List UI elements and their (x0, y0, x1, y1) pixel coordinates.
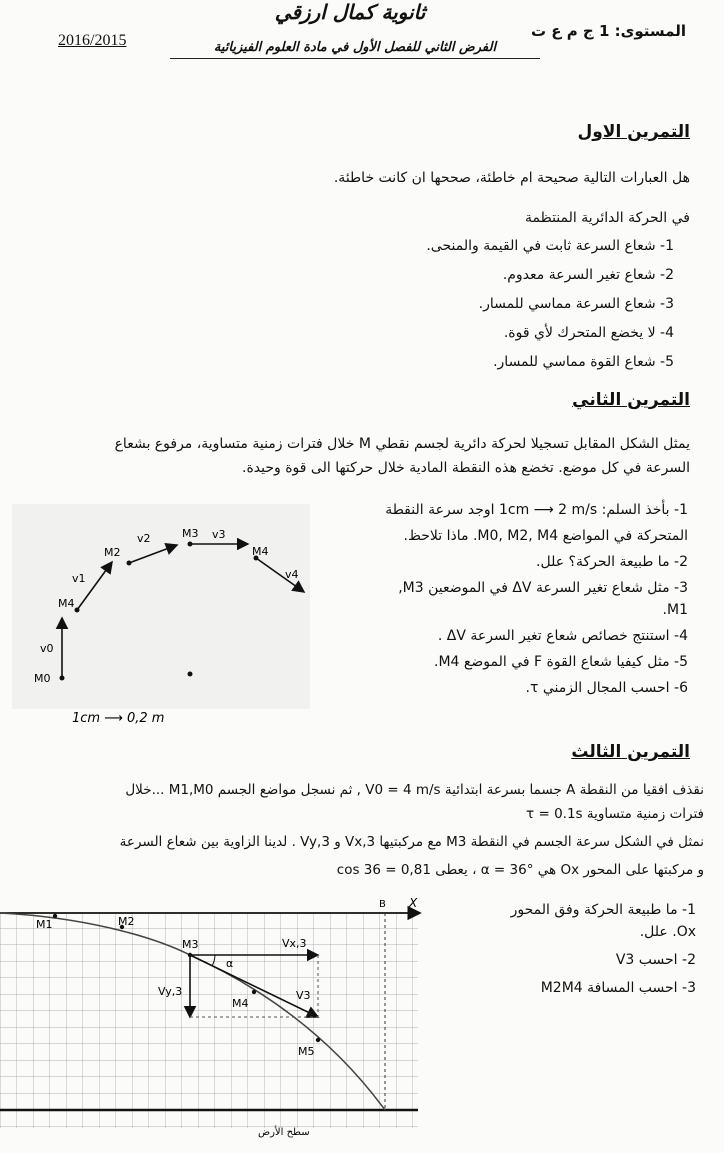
ex1-prompt: هل العبارات التالية صحيحة ام خاطئة، صححها ان كانت خاطئة. (333, 170, 690, 186)
ex2-title: التمرين الثاني (572, 390, 690, 410)
list-item: 4- لا يخضع المتحرك لأي قوة. (503, 325, 674, 341)
center-point (188, 672, 193, 677)
label-m1: M1 (36, 918, 53, 931)
list-item: 3- شعاع السرعة مماسي للمسار. (478, 296, 674, 312)
ex2-paragraph-1: يمثل الشكل المقابل تسجيلا لحركة دائرية لجسم نقطي M خلال فترات زمنية متساوية، مرفوع بشعاع (114, 436, 690, 452)
ground-label: سطح الأرض (258, 1127, 310, 1138)
point-m1 (53, 914, 57, 918)
label-m2: M2 (104, 546, 121, 559)
list-item: M1. (662, 602, 688, 618)
grid (0, 913, 418, 1128)
list-item: 1- بأخذ السلم: 1cm ⟶ 2 m/s اوجد سرعة النقطة (385, 502, 688, 518)
point-m4 (252, 990, 256, 994)
list-item: 5- مثل كيفيا شعاع القوة F في الموضع M4. (434, 654, 688, 670)
list-item: 3- مثل شعاع تغير السرعة ΔV في الموضعين M3, (398, 580, 688, 596)
label-v2: v2 (137, 532, 151, 545)
list-item: المتحركة في المواضع M0, M2, M4. ماذا تلاحظ. (403, 528, 688, 544)
ex3-line-3: نمثل في الشكل سرعة الجسم في النقطة M3 مع مركبتيها Vx,3 و Vy,3 . لدينا الزاوية بين شعاع السرعة (119, 834, 704, 850)
label-m0: M0 (34, 672, 51, 685)
school-year: 2016/2015 (58, 32, 127, 49)
label-v1: v1 (72, 572, 86, 585)
label-v3: v3 (212, 528, 226, 541)
ex1-title: التمرين الاول (577, 122, 690, 142)
label-vy3: Vy,3 (158, 985, 183, 998)
point-m5 (316, 1038, 320, 1042)
label-b: B (379, 899, 386, 910)
label-v4: v4 (285, 568, 299, 581)
ex3-line-1: نقذف افقيا من النقطة A جسما بسرعة ابتدائية V0 = 4 m/s , ثم نسجل مواضع الجسم M1,M0 ...خلال (125, 782, 704, 798)
figure-background (12, 504, 310, 709)
list-item: 3- احسب المسافة M2M4 (540, 980, 696, 996)
list-item: 2- شعاع تغير السرعة معدوم. (502, 267, 674, 283)
school-name: ثانوية كمال ارزقي (274, 0, 426, 24)
label-alpha: α (226, 957, 234, 970)
list-item: 6- احسب المجال الزمني τ. (525, 680, 688, 696)
list-item: 2- ما طبيعة الحركة؟ علل. (536, 554, 688, 570)
label-m3: M3 (182, 527, 199, 540)
label-v3: V3 (296, 989, 311, 1002)
label-v0: v0 (40, 642, 54, 655)
class-level: المستوى: 1 ج م ع ت (530, 22, 686, 40)
label-x: X (409, 896, 418, 910)
list-item: 1- ما طبيعة الحركة وفق المحور (510, 902, 696, 918)
label-vx3: Vx,3 (282, 937, 307, 950)
ex3-title: التمرين الثالث (571, 742, 690, 762)
list-item: Ox. علل. (639, 924, 696, 940)
ex2-paragraph-2: السرعة في كل موضع. تخضع هذه النقطة المادية خلال حركتها الى قوة وحيدة. (242, 460, 690, 476)
ex3-line-2: فترات زمنية متساوية τ = 0.1s (526, 806, 704, 822)
list-item: 4- استنتج خصائص شعاع تغير السرعة ΔV . (437, 628, 688, 644)
label-m4: M4 (252, 545, 269, 558)
list-item: 5- شعاع القوة مماسي للمسار. (493, 354, 674, 370)
label-m2: M2 (118, 915, 135, 928)
projectile-figure (0, 895, 430, 1150)
list-item: 2- احسب V3 (615, 952, 696, 968)
circular-motion-figure (12, 500, 312, 730)
label-m5: M5 (298, 1045, 315, 1058)
ex1-intro: في الحركة الدائرية المنتظمة (525, 210, 690, 226)
ex3-line-4: و مركبتها على المحور Ox هي α = 36° ، يعطى cos 36 = 0,81 (336, 862, 704, 878)
ex1-list (174, 236, 674, 381)
ex2-questions (308, 500, 688, 704)
label-m4: M4 (232, 997, 249, 1010)
exam-title: الفرض الثاني للفصل الأول في مادة العلوم الفيزيائية (170, 40, 540, 59)
label-m4a: M4 (58, 597, 75, 610)
label-m3: M3 (182, 938, 199, 951)
ex3-questions (436, 900, 696, 1006)
figure-scale: 1cm ⟶ 0,2 m (72, 711, 165, 726)
list-item: 1- شعاع السرعة ثابت في القيمة والمنحى. (426, 238, 674, 254)
